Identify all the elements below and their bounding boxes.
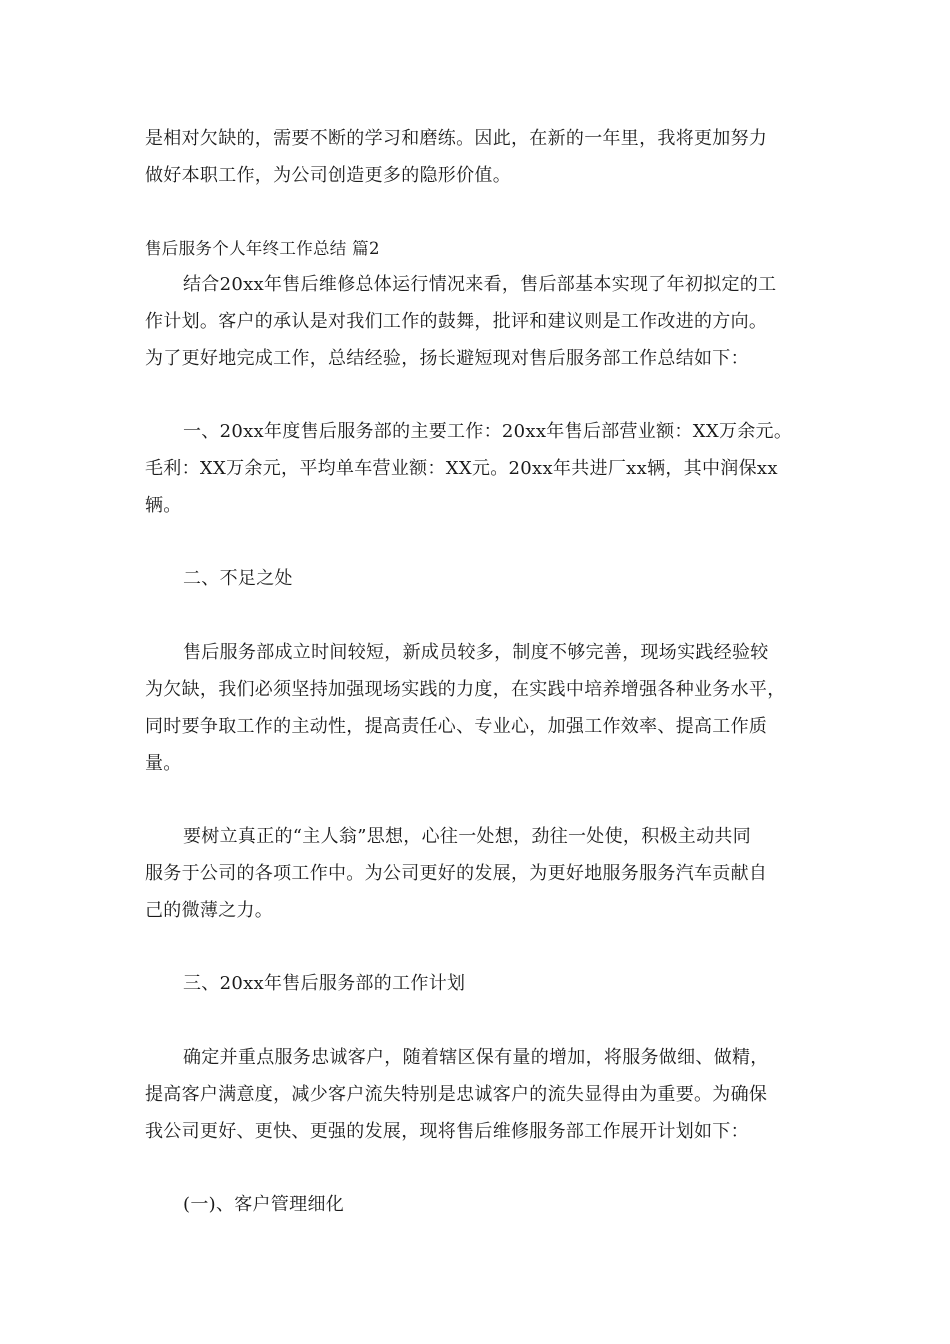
plan-line-2: 提高客户满意度，减少客户流失特别是忠诚客户的流失显得由为重要。为确保 [145, 1084, 768, 1105]
ownership-line-2: 服务于公司的各项工作中。为公司更好的发展，为更好地服务服务汽车贡献自 [145, 863, 768, 884]
plan-line-3: 我公司更好、更快、更强的发展，现将售后维修服务部工作展开计划如下： [145, 1121, 749, 1142]
intro-line-2: 做好本职工作，为公司创造更多的隐形价值。 [145, 165, 511, 186]
plan-line-1: 确定并重点服务忠诚客户，随着辖区保有量的增加，将服务做细、做精， [183, 1047, 769, 1068]
ownership-line-1: 要树立真正的“主人翁”思想，心往一处想，劲往一处使，积极主动共同 [183, 826, 752, 847]
main-work-line-2: 毛利：XX万余元，平均单车营业额：XX元。20xx年共进厂xx辆，其中润保xx [145, 458, 778, 479]
shortcomings-heading: 二、不足之处 [183, 568, 293, 589]
summary-line-3: 为了更好地完成工作，总结经验，扬长避短现对售后服务部工作总结如下： [145, 348, 749, 369]
shortcomings-line-3: 同时要争取工作的主动性，提高责任心、专业心，加强工作效率、提高工作质 [145, 716, 768, 737]
main-work-line-1: 一、20xx年度售后服务部的主要工作：20xx年售后部营业额：XX万余元。 [183, 421, 793, 442]
plan-heading: 三、20xx年售后服务部的工作计划 [183, 973, 466, 994]
shortcomings-line-1: 售后服务部成立时间较短，新成员较多，制度不够完善，现场实践经验较 [183, 642, 769, 663]
sub-heading: (一)、客户管理细化 [183, 1194, 345, 1215]
main-work-line-3: 辆。 [145, 495, 182, 516]
summary-line-2: 作计划。客户的承认是对我们工作的鼓舞，批评和建议则是工作改进的方向。 [145, 311, 768, 332]
section-title: 售后服务个人年终工作总结 篇2 [145, 239, 380, 258]
shortcomings-line-2: 为欠缺，我们必须坚持加强现场实践的力度，在实践中培养增强各种业务水平， [145, 679, 786, 700]
summary-line-1: 结合20xx年售后维修总体运行情况来看，售后部基本实现了年初拟定的工 [183, 274, 777, 295]
shortcomings-line-4: 量。 [145, 753, 182, 774]
intro-line-1: 是相对欠缺的，需要不断的学习和磨练。因此，在新的一年里，我将更加努力 [145, 128, 768, 149]
ownership-line-3: 己的微薄之力。 [145, 900, 274, 921]
